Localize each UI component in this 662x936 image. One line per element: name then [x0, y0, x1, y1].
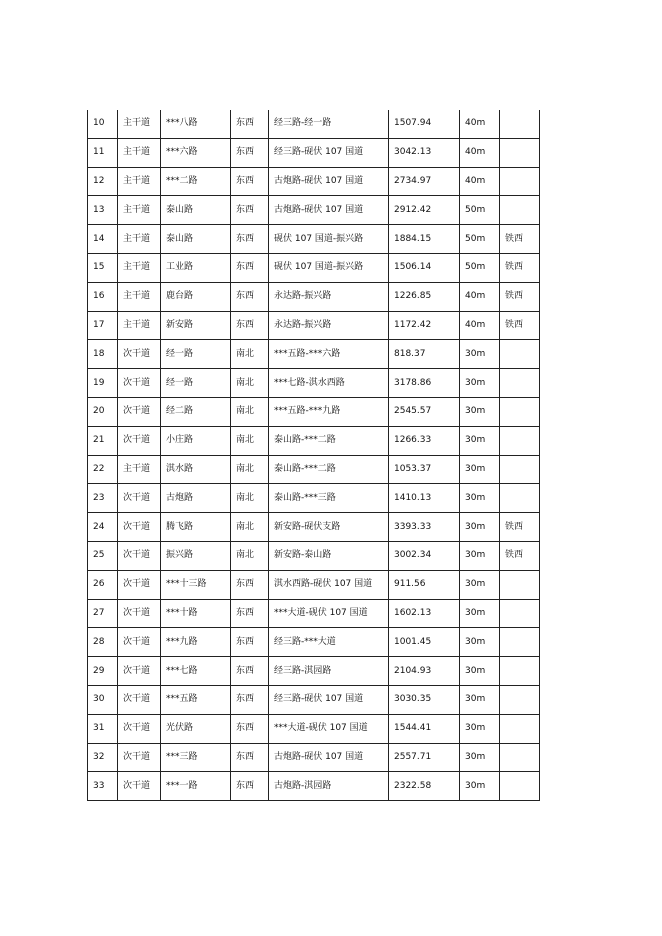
cell-direction: 东西: [231, 570, 269, 599]
cell-section: 泰山路-***二路: [269, 426, 389, 455]
table-row: [88, 570, 540, 599]
cell-road-name: 经一路: [161, 369, 231, 398]
cell-area: [500, 369, 540, 398]
cell-width: 30m: [460, 455, 500, 484]
cell-length: 2557.71: [389, 743, 460, 772]
cell-area: [500, 110, 540, 138]
cell-area: [500, 599, 540, 628]
cell-length: 2545.57: [389, 397, 460, 426]
cell-section: 永达路-振兴路: [269, 311, 389, 340]
cell-direction: 南北: [231, 340, 269, 369]
cell-index: 28: [88, 628, 118, 657]
cell-area: [500, 455, 540, 484]
cell-area: 铁西: [500, 311, 540, 340]
cell-road-class: 次干道: [118, 743, 161, 772]
cell-road-name: ***九路: [161, 628, 231, 657]
cell-area: 铁西: [500, 513, 540, 542]
cell-length: 2734.97: [389, 167, 460, 196]
table-row: [88, 513, 540, 542]
cell-area: [500, 138, 540, 167]
cell-road-class: 次干道: [118, 397, 161, 426]
cell-road-name: 泰山路: [161, 225, 231, 254]
cell-width: 40m: [460, 110, 500, 138]
cell-index: 11: [88, 138, 118, 167]
cell-area: 铁西: [500, 253, 540, 282]
cell-direction: 东西: [231, 599, 269, 628]
cell-index: 32: [88, 743, 118, 772]
cell-road-name: ***六路: [161, 138, 231, 167]
table-row: [88, 253, 540, 282]
cell-length: 2912.42: [389, 196, 460, 225]
cell-road-class: 主干道: [118, 225, 161, 254]
table-row: [88, 167, 540, 196]
cell-road-name: ***二路: [161, 167, 231, 196]
cell-length: 2104.93: [389, 657, 460, 686]
cell-length: 911.56: [389, 570, 460, 599]
cell-road-name: ***八路: [161, 110, 231, 138]
table-row: [88, 311, 540, 340]
cell-section: 古炮路-砚伏 107 国道: [269, 743, 389, 772]
cell-width: 30m: [460, 426, 500, 455]
cell-area: [500, 484, 540, 513]
cell-index: 19: [88, 369, 118, 398]
cell-length: 3042.13: [389, 138, 460, 167]
table-row: [88, 743, 540, 772]
table-row: [88, 225, 540, 254]
cell-area: [500, 426, 540, 455]
cell-index: 17: [88, 311, 118, 340]
cell-area: 铁西: [500, 225, 540, 254]
cell-direction: 东西: [231, 196, 269, 225]
cell-width: 40m: [460, 138, 500, 167]
cell-width: 40m: [460, 282, 500, 311]
cell-area: [500, 196, 540, 225]
cell-index: 26: [88, 570, 118, 599]
cell-section: 经三路-***大道: [269, 628, 389, 657]
cell-length: 1544.41: [389, 714, 460, 743]
cell-road-class: 主干道: [118, 110, 161, 138]
cell-length: 1266.33: [389, 426, 460, 455]
cell-section: 永达路-振兴路: [269, 282, 389, 311]
cell-road-name: 淇水路: [161, 455, 231, 484]
cell-direction: 东西: [231, 743, 269, 772]
cell-area: [500, 657, 540, 686]
cell-direction: 东西: [231, 167, 269, 196]
cell-road-name: ***五路: [161, 685, 231, 714]
table-row: [88, 772, 540, 801]
cell-direction: 南北: [231, 369, 269, 398]
cell-road-name: 新安路: [161, 311, 231, 340]
cell-road-name: 振兴路: [161, 541, 231, 570]
cell-road-name: 泰山路: [161, 196, 231, 225]
cell-section: 砚伏 107 国道-振兴路: [269, 225, 389, 254]
cell-area: [500, 743, 540, 772]
cell-road-name: ***十三路: [161, 570, 231, 599]
table-body: [88, 110, 540, 801]
cell-area: 铁西: [500, 282, 540, 311]
table-row: [88, 599, 540, 628]
cell-section: 古炮路-砚伏 107 国道: [269, 167, 389, 196]
cell-area: [500, 628, 540, 657]
cell-area: 铁西: [500, 541, 540, 570]
cell-area: [500, 167, 540, 196]
cell-road-class: 次干道: [118, 685, 161, 714]
cell-section: 新安路-泰山路: [269, 541, 389, 570]
cell-section: 新安路-砚伏支路: [269, 513, 389, 542]
table-row: [88, 196, 540, 225]
cell-direction: 东西: [231, 714, 269, 743]
cell-index: 33: [88, 772, 118, 801]
cell-index: 16: [88, 282, 118, 311]
cell-section: 经三路-砚伏 107 国道: [269, 138, 389, 167]
cell-length: 1410.13: [389, 484, 460, 513]
cell-road-class: 次干道: [118, 714, 161, 743]
cell-index: 13: [88, 196, 118, 225]
cell-direction: 东西: [231, 685, 269, 714]
cell-width: 30m: [460, 628, 500, 657]
cell-road-name: 古炮路: [161, 484, 231, 513]
cell-width: 50m: [460, 253, 500, 282]
table-row: [88, 282, 540, 311]
cell-length: 3178.86: [389, 369, 460, 398]
cell-road-name: 腾飞路: [161, 513, 231, 542]
cell-width: 30m: [460, 657, 500, 686]
cell-index: 12: [88, 167, 118, 196]
table-row: [88, 714, 540, 743]
table-row: [88, 685, 540, 714]
cell-length: 1001.45: [389, 628, 460, 657]
table-row: [88, 484, 540, 513]
cell-index: 30: [88, 685, 118, 714]
table-row: [88, 369, 540, 398]
cell-road-class: 主干道: [118, 253, 161, 282]
cell-section: 泰山路-***二路: [269, 455, 389, 484]
table-row: [88, 541, 540, 570]
cell-direction: 南北: [231, 541, 269, 570]
cell-direction: 东西: [231, 225, 269, 254]
table-row: [88, 628, 540, 657]
table-row: [88, 657, 540, 686]
cell-section: ***七路-淇水西路: [269, 369, 389, 398]
cell-width: 30m: [460, 772, 500, 801]
cell-area: [500, 714, 540, 743]
cell-direction: 南北: [231, 455, 269, 484]
cell-length: 3393.33: [389, 513, 460, 542]
cell-road-name: 鹿台路: [161, 282, 231, 311]
cell-index: 23: [88, 484, 118, 513]
cell-section: 淇水西路-砚伏 107 国道: [269, 570, 389, 599]
road-table: [87, 110, 540, 801]
cell-section: 经三路-砚伏 107 国道: [269, 685, 389, 714]
cell-width: 30m: [460, 743, 500, 772]
cell-length: 818.37: [389, 340, 460, 369]
cell-width: 30m: [460, 484, 500, 513]
cell-length: 1226.85: [389, 282, 460, 311]
cell-area: [500, 340, 540, 369]
cell-width: 30m: [460, 397, 500, 426]
cell-index: 31: [88, 714, 118, 743]
cell-index: 21: [88, 426, 118, 455]
cell-road-name: 经一路: [161, 340, 231, 369]
cell-length: 3030.35: [389, 685, 460, 714]
cell-index: 15: [88, 253, 118, 282]
cell-length: 1172.42: [389, 311, 460, 340]
cell-road-name: 工业路: [161, 253, 231, 282]
cell-road-class: 主干道: [118, 138, 161, 167]
cell-length: 1506.14: [389, 253, 460, 282]
cell-section: ***五路-***六路: [269, 340, 389, 369]
cell-road-class: 主干道: [118, 167, 161, 196]
cell-road-class: 次干道: [118, 628, 161, 657]
cell-width: 30m: [460, 714, 500, 743]
cell-direction: 东西: [231, 628, 269, 657]
cell-index: 22: [88, 455, 118, 484]
cell-road-class: 主干道: [118, 196, 161, 225]
cell-area: [500, 570, 540, 599]
cell-direction: 东西: [231, 110, 269, 138]
cell-section: 经三路-淇园路: [269, 657, 389, 686]
cell-road-class: 主干道: [118, 282, 161, 311]
cell-index: 14: [88, 225, 118, 254]
cell-road-name: ***十路: [161, 599, 231, 628]
cell-length: 1507.94: [389, 110, 460, 138]
cell-section: 古炮路-砚伏 107 国道: [269, 196, 389, 225]
cell-road-name: ***七路: [161, 657, 231, 686]
cell-road-name: 经二路: [161, 397, 231, 426]
cell-section: ***大道-砚伏 107 国道: [269, 599, 389, 628]
cell-direction: 东西: [231, 657, 269, 686]
table-row: [88, 455, 540, 484]
cell-index: 24: [88, 513, 118, 542]
cell-road-class: 次干道: [118, 340, 161, 369]
cell-direction: 南北: [231, 513, 269, 542]
cell-length: 1053.37: [389, 455, 460, 484]
cell-width: 30m: [460, 570, 500, 599]
cell-road-class: 主干道: [118, 311, 161, 340]
table-row: [88, 138, 540, 167]
cell-width: 30m: [460, 340, 500, 369]
cell-road-class: 主干道: [118, 455, 161, 484]
cell-width: 40m: [460, 167, 500, 196]
cell-direction: 东西: [231, 253, 269, 282]
cell-road-class: 次干道: [118, 657, 161, 686]
cell-width: 30m: [460, 369, 500, 398]
cell-width: 50m: [460, 225, 500, 254]
cell-section: 经三路-经一路: [269, 110, 389, 138]
cell-index: 25: [88, 541, 118, 570]
cell-section: ***五路-***九路: [269, 397, 389, 426]
cell-section: ***大道-砚伏 107 国道: [269, 714, 389, 743]
cell-length: 1602.13: [389, 599, 460, 628]
cell-road-class: 次干道: [118, 541, 161, 570]
cell-direction: 南北: [231, 397, 269, 426]
cell-width: 40m: [460, 311, 500, 340]
cell-road-name: ***三路: [161, 743, 231, 772]
cell-area: [500, 397, 540, 426]
cell-road-class: 次干道: [118, 369, 161, 398]
table-row: [88, 397, 540, 426]
cell-direction: 南北: [231, 484, 269, 513]
cell-road-class: 次干道: [118, 426, 161, 455]
cell-index: 27: [88, 599, 118, 628]
cell-area: [500, 685, 540, 714]
cell-area: [500, 772, 540, 801]
cell-index: 18: [88, 340, 118, 369]
cell-road-class: 次干道: [118, 513, 161, 542]
cell-direction: 东西: [231, 772, 269, 801]
cell-road-class: 次干道: [118, 599, 161, 628]
cell-road-name: ***一路: [161, 772, 231, 801]
table-row: [88, 110, 540, 138]
cell-width: 30m: [460, 599, 500, 628]
cell-road-class: 次干道: [118, 570, 161, 599]
cell-section: 泰山路-***三路: [269, 484, 389, 513]
table-row: [88, 426, 540, 455]
cell-road-name: 光伏路: [161, 714, 231, 743]
cell-width: 30m: [460, 685, 500, 714]
cell-direction: 东西: [231, 311, 269, 340]
cell-direction: 东西: [231, 282, 269, 311]
cell-road-class: 次干道: [118, 772, 161, 801]
cell-width: 30m: [460, 513, 500, 542]
cell-length: 3002.34: [389, 541, 460, 570]
cell-direction: 东西: [231, 138, 269, 167]
cell-width: 50m: [460, 196, 500, 225]
cell-index: 29: [88, 657, 118, 686]
cell-section: 砚伏 107 国道-振兴路: [269, 253, 389, 282]
table-row: [88, 340, 540, 369]
cell-index: 20: [88, 397, 118, 426]
cell-width: 30m: [460, 541, 500, 570]
cell-road-class: 次干道: [118, 484, 161, 513]
cell-index: 10: [88, 110, 118, 138]
cell-length: 2322.58: [389, 772, 460, 801]
cell-length: 1884.15: [389, 225, 460, 254]
cell-road-name: 小庄路: [161, 426, 231, 455]
cell-direction: 南北: [231, 426, 269, 455]
cell-section: 古炮路-淇园路: [269, 772, 389, 801]
